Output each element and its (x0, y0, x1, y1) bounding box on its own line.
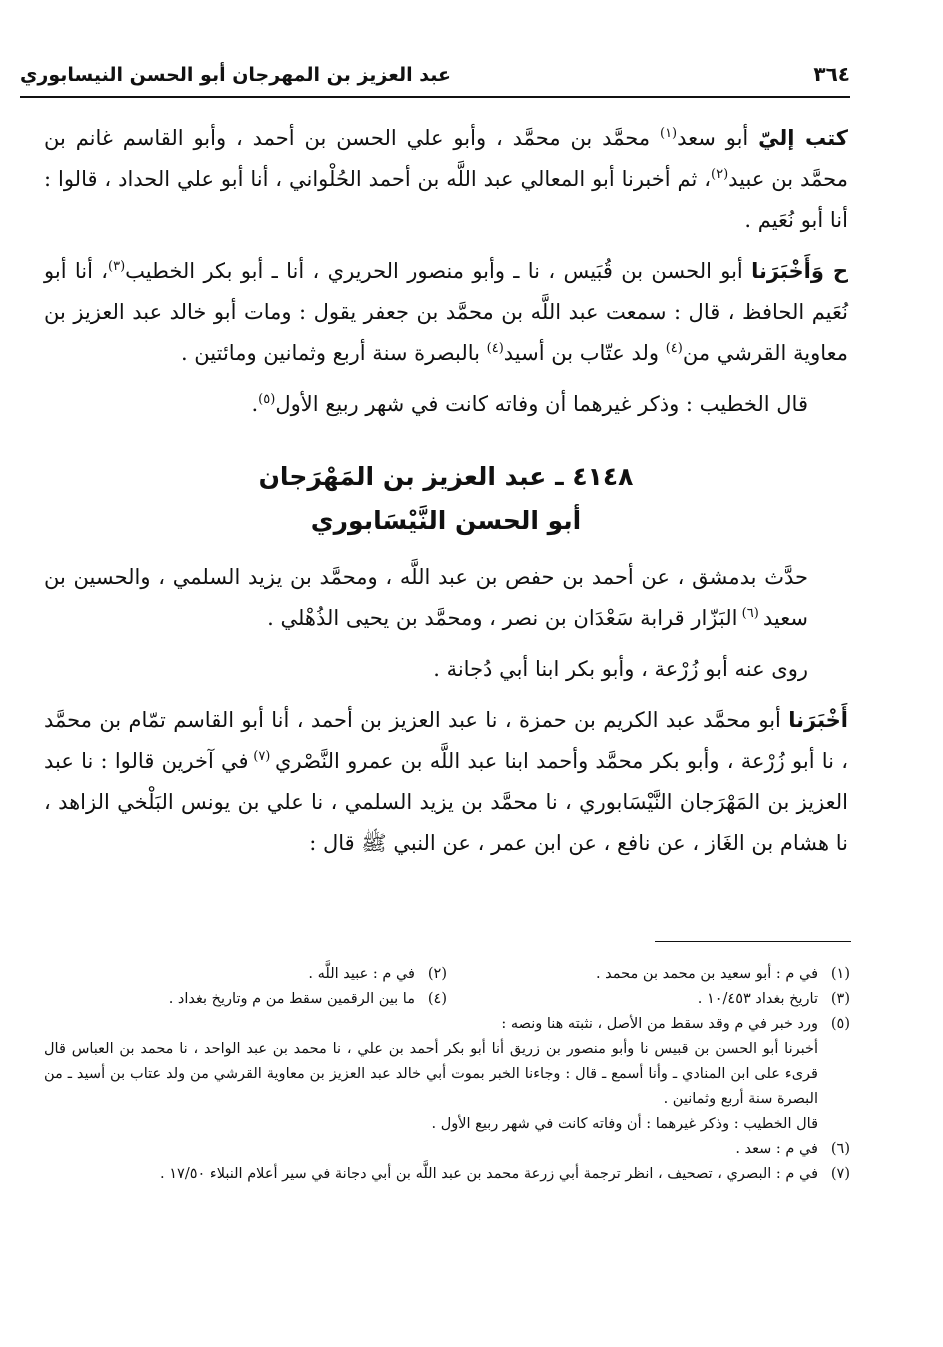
bio-paragraph-1 (44, 557, 848, 639)
text-segment: روى عنه أبو زُرْعة ، وأبو بكر ابنا أبي دُجانة . (433, 657, 808, 681)
footnote-text: في م : عبيد اللَّه . (308, 966, 415, 982)
page-header (20, 52, 850, 96)
text-segment: البَزّار قرابة سَعْدَان بن نصر ، ومحمَّد بن يحيى الذُهْلي . (267, 606, 738, 630)
footnote-ref: (٥) (258, 392, 276, 407)
biography-heading (44, 455, 848, 543)
footnote-text: تاريخ بغداد ١٠/٤٥٣ . (697, 991, 818, 1007)
text-segment: حدَّث بدمشق ، عن أحمد بن حفص بن عبد اللَّه ، ومحمَّد بن يزيد السلمي ، والحسين بن سعيد (44, 565, 808, 630)
footnote-6 (44, 1137, 850, 1162)
footnote-rule (655, 941, 851, 942)
footnote-ref: (١) (659, 126, 678, 141)
paragraph-lead: كتب إليّ (758, 126, 848, 150)
footnote-number: (٦) (830, 1141, 850, 1157)
footnote-5-quote: أخبرنا أبو الحسن بن قبيس نا وأبو منصور بن زريق أنا أبو بكر أحمد بن علي ، نا محمد بن عبد الواحد ، نا محمد بن العباس قال قرىء على ابن المنادي ـ وأنا أسمع ـ قال : وجاءنا الخبر بموت أبي خالد عبد العزيز بن معاوية القرشي من ولد عتاب بن أسيد ـ من البصرة سنة أربع وثمانين . (44, 1041, 818, 1107)
footnote-row (44, 987, 850, 1012)
footnote-7 (44, 1162, 850, 1187)
bio-paragraph-3 (44, 700, 848, 864)
running-title: عبد العزيز بن المهرجان أبو الحسن النيسابوري (20, 64, 451, 86)
footnote-ref: (٦) (737, 606, 763, 621)
biography-subtitle: أبو الحسن النَّيْسَابوري (310, 506, 582, 535)
text-segment: محمَّد بن محمَّد ، وأبو علي الحسن بن أحمد ، وأبو القاسم غانم بن محمَّد بن عبيد (44, 126, 848, 191)
paragraph-2 (44, 251, 848, 374)
footnote-text: في م : أبو سعيد بن محمد بن محمد . (595, 966, 818, 982)
bio-paragraph-2 (44, 649, 848, 690)
footnote-ref: (٧) (248, 749, 276, 764)
footnote-1 (447, 962, 850, 987)
footnote-text: في م : البصري ، تصحيف ، انظر ترجمة أبي زرعة محمد بن عبد اللَّه بن أبي دجانة في سير أعلام النبلاء ١٧/٥٠ . (160, 1166, 818, 1182)
footnote-number: (٣) (830, 991, 850, 1007)
biography-title: ٤١٤٨ ـ عبد العزيز بن المَهْرَجان (258, 462, 634, 491)
footnote-2 (44, 962, 447, 987)
footnote-4 (44, 987, 447, 1012)
paragraph-lead: ح وَأَخْبَرَنا (751, 259, 848, 283)
header-rule (20, 96, 850, 98)
footnote-text: ورد خبر في م وقد سقط من الأصل ، نثبته هنا ونصه : (501, 1016, 818, 1032)
footnote-ref: (٢) (711, 167, 729, 182)
paragraph-3 (44, 384, 848, 425)
footnote-number: (١) (830, 966, 850, 982)
footnote-ref: (٤) (486, 341, 504, 356)
text-segment: أبو سعد (677, 126, 759, 150)
text-segment: ، ثم أخبرنا أبو المعالي عبد اللَّه بن أحمد الحُلْواني ، أنا أبو علي الحداد ، قالوا : أنا أبو نُعَيم . (44, 167, 848, 232)
text-segment: ولد عتّاب بن أسيد (503, 341, 666, 365)
footnote-number: (٥) (830, 1016, 850, 1032)
footnote-5 (44, 1012, 850, 1037)
footnote-number: (٢) (427, 966, 447, 982)
text-segment: في آخرين قالوا : نا عبد العزيز بن المَهْرَجان النَّيْسَابوري ، نا محمَّد بن يزيد السلمي ، نا علي بن يونس البَلْخي الزاهد ، نا هشام بن الغَاز ، عن نافع ، عن ابن عمر ، عن النبي ﷺ قال : (44, 749, 848, 855)
text-segment: قال الخطيب : وذكر غيرهما أن وفاته كانت في شهر ربيع الأول (275, 392, 808, 416)
footnote-ref: (٤) (665, 341, 683, 356)
main-text (44, 118, 848, 874)
footnote-3 (447, 987, 850, 1012)
footnote-text: ما بين الرقمين سقط من م وتاريخ بغداد . (168, 991, 415, 1007)
text-segment: أبو محمَّد عبد الكريم بن حمزة ، نا عبد العزيز بن أحمد ، أنا أبو القاسم تمّام بن محمَّد ، نا أبو زُرْعة ، وأبو بكر محمَّد وأحمد ابنا عبد اللَّه بن عمرو النَّصْري (44, 708, 848, 773)
text-segment: ، أنا أبو نُعَيم الحافظ ، قال : سمعت عبد اللَّه بن محمَّد بن جعفر يقول : ومات أبو خالد عبد العزيز بن معاوية القرشي من (44, 259, 848, 365)
footnote-number: (٤) (427, 991, 447, 1007)
text-segment: أبو الحسن بن قُبَيس ، نا ـ وأبو منصور الحريري ، أنا ـ أبو بكر الخطيب (125, 259, 752, 283)
footnote-ref: (٣) (108, 259, 126, 274)
footnote-row (44, 962, 850, 987)
footnote-text: في م : سعد . (735, 1141, 818, 1157)
text-segment: . (251, 392, 259, 416)
footnote-number: (٧) (830, 1166, 850, 1182)
text-segment: بالبصرة سنة أربع وثمانين ومائتين . (180, 341, 487, 365)
footnotes (44, 962, 850, 1187)
paragraph-lead: أَخْبَرَنا (788, 708, 848, 732)
footnote-5-quote-end: قال الخطيب : وذكر غيرهما : أن وفاته كانت في شهر ربيع الأول . (431, 1116, 818, 1132)
paragraph-1 (44, 118, 848, 241)
page-number: ٣٦٤ (813, 62, 850, 86)
